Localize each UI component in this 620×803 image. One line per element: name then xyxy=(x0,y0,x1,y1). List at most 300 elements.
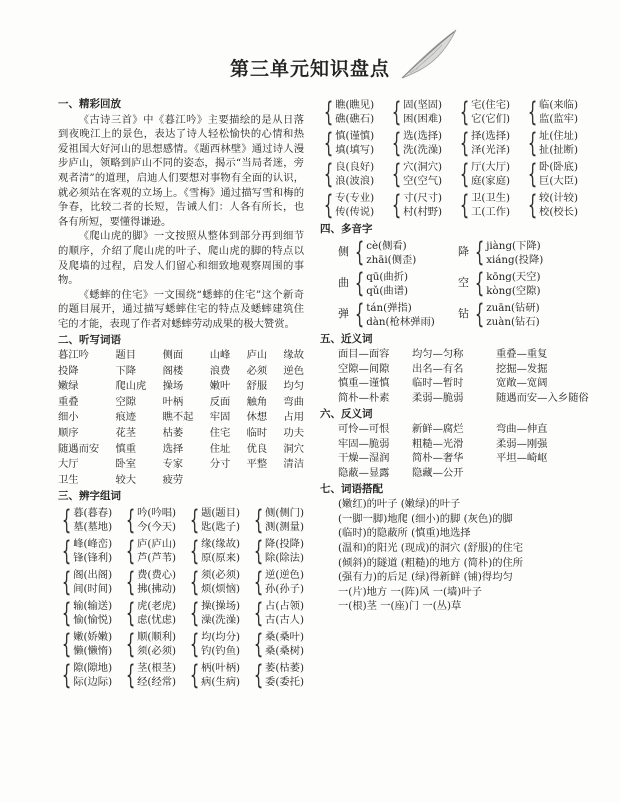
dictation-word: 慎重 xyxy=(115,442,137,455)
brace-mark: { xyxy=(527,158,538,190)
reading: jiàng(下降) xyxy=(486,239,541,252)
collocation-line: 一(片)地方 一(阵)风 一(墙)叶子 xyxy=(338,585,482,598)
word-pair-grid xyxy=(338,422,578,480)
char-group xyxy=(122,506,176,534)
char-word: 输(输送) xyxy=(73,600,113,613)
dictation-word: 牢固 xyxy=(209,411,231,424)
char-group xyxy=(58,506,112,534)
reading: dàn(枪林弹雨) xyxy=(366,315,435,328)
char-word: 择(选择) xyxy=(471,130,511,142)
polyphone-row xyxy=(320,270,578,298)
word-pair: 柔弱—脆弱 xyxy=(412,391,464,404)
word-pair: 新鲜—腐烂 xyxy=(412,423,464,436)
brace-mark: { xyxy=(253,597,264,629)
char-group xyxy=(388,129,442,157)
brace-mark: { xyxy=(125,535,136,567)
char-word: 际(边际) xyxy=(73,676,113,689)
word-pair: 隐藏—公开 xyxy=(412,466,464,479)
char-group xyxy=(320,98,374,126)
char-group-row xyxy=(320,129,578,157)
brace-mark: { xyxy=(459,189,470,221)
char-word: 茎(根茎) xyxy=(137,662,177,675)
collocation-line: (强有力)的后足 (绿)得新鲜 (铺)得均匀 xyxy=(338,571,513,584)
word-pair: 面目—面容 xyxy=(338,348,390,361)
dictation-word: 痕迹 xyxy=(115,411,137,424)
char-pair xyxy=(137,537,176,565)
brace-mark: { xyxy=(391,158,402,190)
dictation-word: 选择 xyxy=(162,442,184,455)
polyphone-readings xyxy=(366,270,408,298)
dictation-word: 阁楼 xyxy=(162,364,184,377)
char-word: 柄(叶柄) xyxy=(201,662,241,675)
char-pair xyxy=(137,568,176,596)
char-pair xyxy=(471,160,510,188)
char-pair xyxy=(265,630,304,658)
brace-mark: { xyxy=(354,237,365,269)
char-group xyxy=(388,98,442,126)
char-word: 困(困难) xyxy=(403,113,443,125)
char-group xyxy=(524,129,578,157)
word-pair: 宽敞—宽阔 xyxy=(496,377,548,390)
polyphone-char: 降 xyxy=(458,245,469,259)
reading: zhāi(侧歪) xyxy=(366,253,417,266)
char-group xyxy=(524,98,578,126)
char-pair xyxy=(137,506,176,534)
brace-mark: { xyxy=(474,237,485,269)
polyphone-item xyxy=(338,270,458,298)
char-word: 良(良好) xyxy=(335,161,375,173)
char-pair xyxy=(137,630,176,658)
dictation-word: 疲劳 xyxy=(162,473,184,486)
dictation-word: 空隙 xyxy=(115,395,137,408)
char-pair xyxy=(265,537,304,565)
dictation-word: 叶柄 xyxy=(162,395,184,408)
dictation-word: 花茎 xyxy=(115,427,137,440)
char-word: 吟(吟唱) xyxy=(137,507,177,520)
char-pair xyxy=(201,661,240,689)
dictation-word: 嫩叶 xyxy=(209,380,231,393)
char-word: 庐(庐山) xyxy=(137,538,177,551)
dictation-word: 山峰 xyxy=(209,349,231,362)
char-pair xyxy=(73,599,112,627)
char-word: 庭(家庭) xyxy=(471,175,511,187)
paragraph: 《古诗三首》中《暮江吟》主要描绘的是从日落到夜晚江上的景色，表达了诗人轻松愉快的心情和热爱祖国大好河山的思想感情。《题西林壁》通过诗人漫步庐山，领略到庐山不同的姿态，揭示“当局者迷，旁观者清”的道理，启迪人们要想对事物有全面的认识，就必须站在客观的立场上。《雪梅》通过描写雪和梅的争春，比较二者的长短，告诫人们：人各有所长，也各有所短，要懂得谦逊。 xyxy=(58,113,304,228)
dictation-word: 较大 xyxy=(115,473,137,486)
char-pair xyxy=(265,599,304,627)
char-pair xyxy=(137,599,176,627)
feather-icon xyxy=(398,26,460,82)
char-group xyxy=(58,537,112,565)
char-word: 嫩(娇嫩) xyxy=(73,631,113,644)
brace-mark: { xyxy=(61,566,72,598)
char-word: 烦(烦恼) xyxy=(201,583,241,596)
dictation-word: 平整 xyxy=(246,458,268,471)
char-group xyxy=(250,506,304,534)
polyphone-char: 钻 xyxy=(458,307,469,321)
polyphone-item xyxy=(458,301,578,329)
brace-mark: { xyxy=(189,597,200,629)
char-group-row xyxy=(320,98,578,126)
char-word: 愉(愉悦) xyxy=(73,614,113,627)
char-group xyxy=(250,568,304,596)
dictation-word: 弯曲 xyxy=(283,395,304,408)
char-group xyxy=(250,630,304,658)
char-word: 萎(枯萎) xyxy=(265,662,304,675)
char-word: 题(题目) xyxy=(201,507,241,520)
char-word: 墓(墓地) xyxy=(73,521,113,534)
char-word: 卧(卧底) xyxy=(539,161,578,173)
polyphone-item xyxy=(338,301,458,329)
word-pair xyxy=(496,466,594,481)
dictation-word: 嫩绿 xyxy=(58,380,79,393)
brace-mark: { xyxy=(391,189,402,221)
char-pair xyxy=(403,160,442,188)
dictation-word: 触角 xyxy=(246,395,268,408)
char-word: 须(必须) xyxy=(201,569,241,582)
char-word: 侧(侧门) xyxy=(265,507,304,520)
dictation-word: 爬山虎 xyxy=(115,380,147,393)
char-word: 虎(老虎) xyxy=(137,600,177,613)
char-pair xyxy=(73,661,112,689)
char-word: 逆(逆色) xyxy=(265,569,304,582)
char-word: 慎(谨慎) xyxy=(335,130,375,142)
brace-mark: { xyxy=(527,127,538,159)
dictation-word: 清洁 xyxy=(283,458,304,471)
char-group xyxy=(186,537,240,565)
char-pair xyxy=(335,129,374,157)
char-group-row xyxy=(58,599,304,627)
brace-mark: { xyxy=(527,189,538,221)
collocation-line: (嫩红)的叶子 (嫩绿)的叶子 xyxy=(338,498,461,511)
char-group xyxy=(456,129,510,157)
char-group xyxy=(58,630,112,658)
section-heading: 二、听写词语 xyxy=(58,333,121,346)
word-pair: 空隙—间隙 xyxy=(338,362,390,375)
collocation-line: (临时)的隐蔽所 (慎重)地选择 xyxy=(338,527,471,540)
char-word: 较(计较) xyxy=(539,192,578,204)
section-heading: 四、多音字 xyxy=(320,223,373,235)
polyphone-readings xyxy=(486,270,540,298)
char-group-row xyxy=(320,191,578,219)
dictation-word: 临时 xyxy=(246,427,268,440)
left-column xyxy=(58,96,304,692)
char-word: 厅(大厅) xyxy=(471,161,511,173)
char-group-row xyxy=(58,630,304,658)
brace-mark: { xyxy=(323,189,334,221)
char-word: 测(测量) xyxy=(265,521,304,534)
polyphone-item xyxy=(458,270,578,298)
char-group xyxy=(524,160,578,188)
word-pair: 挖掘—发掘 xyxy=(496,362,548,375)
polyphone-char: 侧 xyxy=(338,245,349,259)
char-word: 今(今天) xyxy=(137,521,177,534)
polyphone-row xyxy=(320,239,578,267)
dictation-word: 顺序 xyxy=(58,427,79,440)
char-word: 巨(大臣) xyxy=(539,175,578,187)
char-word: 暮(暮春) xyxy=(73,507,113,520)
dictation-word: 住宅 xyxy=(209,427,231,440)
char-word: 懒(懒惰) xyxy=(73,645,113,658)
char-word: 费(费心) xyxy=(137,569,177,582)
brace-mark: { xyxy=(125,504,136,536)
char-word: 操(操场) xyxy=(201,600,241,613)
char-word: 专(专业) xyxy=(335,192,375,204)
char-group xyxy=(122,537,176,565)
word-pair: 均匀—匀称 xyxy=(412,348,464,361)
dictation-word: 大厅 xyxy=(58,458,79,471)
word-pair: 可怜—可恨 xyxy=(338,423,390,436)
dictation-word: 专家 xyxy=(162,458,184,471)
brace-mark: { xyxy=(125,659,136,691)
char-group xyxy=(122,630,176,658)
dictation-word: 庐山 xyxy=(246,349,268,362)
char-word: 监(监牢) xyxy=(539,113,578,125)
char-pair xyxy=(471,129,510,157)
dictation-word: 舒服 xyxy=(246,380,268,393)
brace-mark: { xyxy=(61,597,72,629)
dictation-word: 休想 xyxy=(246,411,268,424)
dictation-word: 均匀 xyxy=(283,380,304,393)
char-group xyxy=(456,160,510,188)
brace-mark: { xyxy=(125,597,136,629)
word-pair: 粗糙—光滑 xyxy=(412,437,464,450)
word-pair: 柔弱—刚强 xyxy=(496,437,548,450)
char-word: 古(古人) xyxy=(265,614,304,627)
char-group xyxy=(320,160,374,188)
antonym-list xyxy=(320,422,578,480)
brace-mark: { xyxy=(189,659,200,691)
char-word: 原(原来) xyxy=(201,552,241,565)
char-pair xyxy=(403,191,442,219)
char-word: 传(传说) xyxy=(335,206,375,218)
reading: qū(曲折) xyxy=(366,270,409,283)
char-word: 顺(顺利) xyxy=(137,631,177,644)
char-word: 临(来临) xyxy=(539,99,578,111)
char-word: 均(均分) xyxy=(201,631,241,644)
collocation-line: (一脚一脚)地爬 (细小)的脚 (灰色)的脚 xyxy=(338,512,513,525)
dictation-word: 分寸 xyxy=(209,458,231,471)
char-group xyxy=(186,630,240,658)
section-heading: 五、近义词 xyxy=(320,332,373,345)
polyphone-row xyxy=(320,301,578,329)
char-word: 选(选择) xyxy=(403,130,443,142)
char-group xyxy=(122,599,176,627)
brace-mark: { xyxy=(391,96,402,128)
dictation-word: 洞穴 xyxy=(283,442,304,455)
char-group-row xyxy=(58,506,304,534)
char-pair xyxy=(471,191,510,219)
word-pair: 简朴—朴素 xyxy=(338,391,390,404)
char-group xyxy=(388,160,442,188)
char-group xyxy=(456,98,510,126)
polyphone-item xyxy=(338,239,458,267)
polyphone-char: 曲 xyxy=(338,276,349,290)
dictation-word: 侧面 xyxy=(162,349,184,362)
char-word: 桑(桑叶) xyxy=(265,631,304,644)
char-group xyxy=(250,599,304,627)
polyphone-readings xyxy=(366,301,435,329)
char-pair xyxy=(137,661,176,689)
dictation-word: 暮江吟 xyxy=(58,349,89,362)
dictation-word: 细小 xyxy=(58,411,79,424)
char-pair xyxy=(201,537,240,565)
dictation-word: 必须 xyxy=(246,364,268,377)
char-word: 穴(洞穴) xyxy=(403,161,443,173)
char-word: 它(它们) xyxy=(471,113,511,125)
dictation-word: 下降 xyxy=(115,364,137,377)
char-group xyxy=(320,191,374,219)
dictation-word: 浪费 xyxy=(209,364,231,377)
brace-mark: { xyxy=(125,566,136,598)
dictation-word: 卧室 xyxy=(115,458,137,471)
char-pair xyxy=(265,568,304,596)
char-word: 降(投降) xyxy=(265,538,304,551)
char-pair xyxy=(73,537,112,565)
brace-mark: { xyxy=(323,96,334,128)
brace-mark: { xyxy=(253,659,264,691)
char-pair xyxy=(73,568,112,596)
char-word: 孙(孙子) xyxy=(265,583,304,596)
char-pair xyxy=(201,599,240,627)
char-word: 除(除法) xyxy=(265,552,304,565)
word-pair: 临时—暂时 xyxy=(412,377,464,390)
brace-mark: { xyxy=(189,504,200,536)
word-pair: 弯曲—伸直 xyxy=(496,423,548,436)
char-group xyxy=(58,568,112,596)
dictation-word: 优良 xyxy=(246,442,268,455)
dictation-word: 随遇而安 xyxy=(58,442,100,455)
brace-mark: { xyxy=(323,158,334,190)
char-word: 固(坚固) xyxy=(403,99,443,111)
word-pair: 慎重—谨慎 xyxy=(338,377,390,390)
section-heading: 三、辨字组词 xyxy=(58,490,121,503)
reading: xiáng(投降) xyxy=(486,253,544,266)
char-word: 泽(光泽) xyxy=(471,144,511,156)
word-pair: 重叠—重复 xyxy=(496,348,548,361)
right-column xyxy=(320,96,589,614)
polyphone-readings xyxy=(486,239,543,267)
brace-mark: { xyxy=(474,268,485,300)
dictation-word: 题目 xyxy=(115,349,137,362)
dictation-word: 反面 xyxy=(209,395,231,408)
brace-mark: { xyxy=(459,127,470,159)
paragraph: 《爬山虎的脚》一文按照从整体到部分再到细节的顺序，介绍了爬山虎的叶子、爬山虎的脚的特点以及爬墙的过程，启发人们留心和细致地观察周围的事物。 xyxy=(58,230,304,287)
char-word: 锋(锋利) xyxy=(73,552,113,565)
polyphone-readings xyxy=(486,301,539,329)
char-word: 经(经常) xyxy=(137,676,177,689)
brace-mark: { xyxy=(61,628,72,660)
brace-mark: { xyxy=(391,127,402,159)
char-pair xyxy=(403,98,442,126)
word-pair: 牢固—脆弱 xyxy=(338,437,390,450)
reading: cè(侧看) xyxy=(366,239,407,252)
brace-mark: { xyxy=(189,566,200,598)
char-word: 峰(峰峦) xyxy=(73,538,113,551)
word-pair: 干燥—湿润 xyxy=(338,452,390,465)
char-word: 瞧(瞧见) xyxy=(335,99,375,111)
char-group xyxy=(186,599,240,627)
word-pair: 简朴—奢华 xyxy=(412,452,464,465)
char-word: 工(工作) xyxy=(471,206,511,218)
dictation-word: 卫生 xyxy=(58,473,79,486)
brace-mark: { xyxy=(323,127,334,159)
char-pair xyxy=(335,160,374,188)
char-pair xyxy=(403,129,442,157)
char-pair xyxy=(73,506,112,534)
dictation-word-list xyxy=(58,348,304,487)
char-group-list xyxy=(58,506,304,689)
reading: kòng(空隙) xyxy=(486,284,541,297)
char-pair xyxy=(539,191,578,219)
char-word: 寸(尺寸) xyxy=(403,192,443,204)
char-word: 澡(洗澡) xyxy=(201,614,241,627)
word-pair: 随遇而安—入乡随俗 xyxy=(496,391,589,404)
char-pair xyxy=(201,506,240,534)
char-group xyxy=(250,661,304,689)
char-word: 浪(波浪) xyxy=(335,175,375,187)
char-pair xyxy=(539,129,578,157)
char-word: 占(占领) xyxy=(265,600,304,613)
char-word: 洗(洗澡) xyxy=(403,144,443,156)
char-group-row xyxy=(58,661,304,689)
dictation-word: 操场 xyxy=(162,380,184,393)
dictation-word: 瞧不起 xyxy=(162,411,194,424)
brace-mark: { xyxy=(253,566,264,598)
brace-mark: { xyxy=(459,96,470,128)
word-pair: 隐蔽—显露 xyxy=(338,466,390,479)
brace-mark: { xyxy=(253,628,264,660)
polyphone-char: 空 xyxy=(458,276,469,290)
char-pair xyxy=(265,506,304,534)
char-pair xyxy=(335,191,374,219)
char-word: 拂(拂动) xyxy=(137,583,177,596)
dictation-word: 占用 xyxy=(283,411,304,424)
char-group xyxy=(388,191,442,219)
brace-mark: { xyxy=(527,96,538,128)
brace-mark: { xyxy=(61,535,72,567)
brace-mark: { xyxy=(61,659,72,691)
collocation-line: (倾斜)的隧道 (粗糙)的地方 (简朴)的住所 xyxy=(338,556,524,569)
char-word: 钓(钓鱼) xyxy=(201,645,241,658)
brace-mark: { xyxy=(189,628,200,660)
char-word: 村(村野) xyxy=(403,206,443,218)
brace-mark: { xyxy=(189,535,200,567)
char-group xyxy=(122,661,176,689)
char-word: 委(委托) xyxy=(265,676,304,689)
char-pair xyxy=(471,98,510,126)
word-pair: 出名—有名 xyxy=(412,362,464,375)
char-pair xyxy=(201,568,240,596)
char-word: 间(时间) xyxy=(73,583,113,596)
section-heading: 六、反义词 xyxy=(320,407,373,420)
brace-mark: { xyxy=(61,504,72,536)
char-word: 礁(礁石) xyxy=(335,113,375,125)
dictation-word: 功夫 xyxy=(283,427,304,440)
dictation-word: 重叠 xyxy=(58,395,79,408)
polyphone-list xyxy=(320,239,578,329)
dictation-word: 逆色 xyxy=(283,364,304,377)
section-heading: 七、词语搭配 xyxy=(320,482,383,495)
char-word: 芦(芦苇) xyxy=(137,552,177,565)
polyphone-item xyxy=(458,239,578,267)
brace-mark: { xyxy=(253,535,264,567)
polyphone-readings xyxy=(366,239,416,267)
char-group xyxy=(186,661,240,689)
brace-mark: { xyxy=(125,628,136,660)
polyphone-char: 弹 xyxy=(338,307,349,321)
char-group xyxy=(186,506,240,534)
collocation-list xyxy=(338,497,578,614)
